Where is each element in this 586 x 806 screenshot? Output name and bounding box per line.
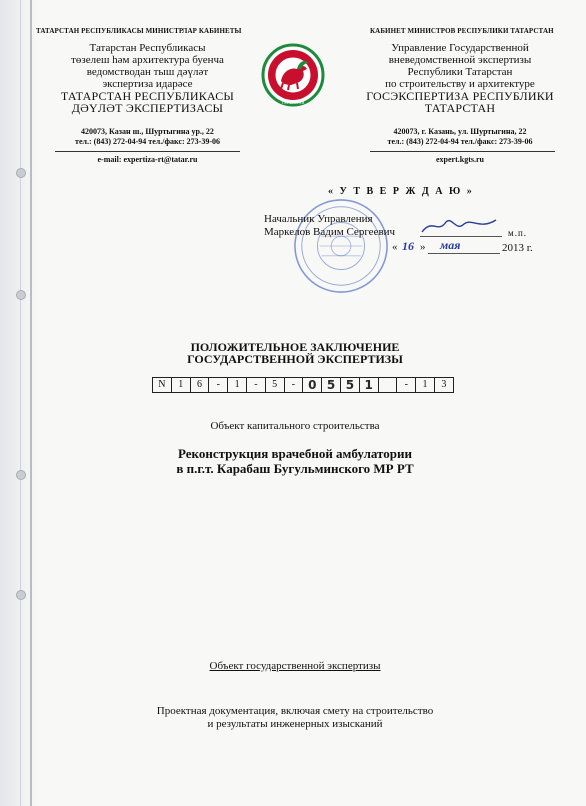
- number-cell: 1: [172, 378, 191, 392]
- document-title-line2: ГОСУДАРСТВЕННОЙ ЭКСПЕРТИЗЫ: [187, 352, 403, 366]
- signature-line: [420, 236, 502, 237]
- org-right: [340, 42, 580, 114]
- number-cell: -: [285, 378, 304, 392]
- org-right-line1: Управление Государственной: [391, 42, 529, 54]
- org-left-line6: ДӘҮЛӘТ ЭКСПЕРТИЗАСЫ: [71, 101, 224, 115]
- expertise-object-label: Объект государственной экспертизы: [209, 660, 381, 672]
- number-cell: -: [209, 378, 228, 392]
- org-right-line4: по строительству и архитектуре: [385, 78, 535, 90]
- org-left-line2: төзелеш һәм архитектура буенча: [71, 54, 224, 66]
- email: e-mail: expertiza-rt@tatar.ru: [97, 155, 198, 164]
- object-name-line1: Реконструкция врачебной амбулатории: [178, 446, 412, 461]
- expertise-object-line2: и результаты инженерных изысканий: [207, 718, 383, 730]
- address-right: [340, 127, 580, 147]
- org-right-line6: ТАТАРСТАН: [424, 101, 496, 115]
- org-left-line5: ТАТАРСТАН РЕСПУБЛИКАСЫ: [60, 89, 235, 103]
- number-cell: 1: [416, 378, 435, 392]
- address-left-line1: 420073, Казан ш., Шуртыгина ур., 22: [81, 127, 214, 136]
- number-cell: N: [153, 378, 172, 392]
- approval-month: мая: [440, 238, 461, 252]
- approval-heading: « У Т В Е Р Ж Д А Ю »: [328, 186, 474, 197]
- number-cell: -: [397, 378, 416, 392]
- expertise-object-line1: Проектная документация, включая смету на строительство: [156, 705, 434, 717]
- org-left: [40, 42, 255, 114]
- tatarstan-emblem-icon: [261, 43, 325, 107]
- punch-hole: [16, 470, 26, 480]
- org-right-line2: вневедомственной экспертизы: [388, 54, 532, 66]
- number-cell: [379, 378, 398, 392]
- mp-label: м.п.: [508, 228, 528, 238]
- divider: [55, 151, 240, 152]
- date-open-quote: «: [392, 241, 398, 253]
- approver-position: Начальник Управления: [264, 213, 373, 225]
- signature-icon: [420, 214, 500, 236]
- org-left-line3: ведомстводан тыш дәүләт: [86, 66, 209, 78]
- number-cell: 5: [341, 378, 360, 392]
- address-right-line1: 420073, г. Казань, ул. Шуртыгина, 22: [393, 127, 527, 136]
- address-left: [40, 127, 255, 147]
- header-right: КАБИНЕТ МИНИСТРОВ РЕСПУБЛИКИ ТАТАРСТАН: [370, 27, 554, 35]
- number-cell: -: [247, 378, 266, 392]
- approval-day: 16: [402, 239, 414, 253]
- punch-hole: [16, 590, 26, 600]
- date-close-quote: »: [420, 241, 426, 253]
- header-left: ТАТАРСТАН РЕСПУБЛИКАСЫ МИНИСТРЛАР КАБИНЕТЫ: [36, 27, 242, 35]
- org-left-line4: экспертиза идарәсе: [102, 78, 193, 90]
- approver-name: Маркелов Вадим Сергеевич: [264, 226, 396, 238]
- number-cell: 1: [228, 378, 247, 392]
- object-name-line2: в п.г.т. Карабаш Бугульминского МР РТ: [176, 461, 414, 476]
- approval-year: 2013 г.: [502, 242, 533, 254]
- org-right-line5: ГОСЭКСПЕРТИЗА РЕСПУБЛИКИ: [366, 89, 554, 103]
- website: expert.kgts.ru: [436, 155, 484, 164]
- org-left-line1: Татарстан Республикасы: [89, 42, 206, 54]
- number-cell: 5: [266, 378, 285, 392]
- binder-strip: [0, 0, 38, 806]
- document-title-line1: ПОЛОЖИТЕЛЬНОЕ ЗАКЛЮЧЕНИЕ: [190, 340, 400, 354]
- binder-edge: [30, 0, 32, 806]
- number-cell: 0: [303, 378, 322, 392]
- punch-hole: [16, 290, 26, 300]
- object-label: Объект капитального строительства: [210, 420, 380, 432]
- divider: [370, 151, 555, 152]
- number-cell: 3: [441, 379, 447, 390]
- number-cell: 6: [191, 378, 210, 392]
- number-cell: 5: [322, 378, 341, 392]
- number-cell: 1: [360, 378, 379, 392]
- document-number-grid: [152, 377, 454, 393]
- binder-line: [20, 0, 21, 806]
- round-stamp-icon: [292, 197, 390, 295]
- org-right-line3: Республики Татарстан: [407, 66, 513, 78]
- punch-hole: [16, 168, 26, 178]
- month-line: [428, 253, 500, 254]
- address-left-line2: тел.: (843) 272-04-94 тел./факс: 273-39-06: [75, 137, 220, 146]
- address-right-line2: тел.: (843) 272-04-94 тел./факс: 273-39-06: [387, 137, 533, 146]
- emblem-caption: ТАТАРСТАН: [281, 100, 305, 105]
